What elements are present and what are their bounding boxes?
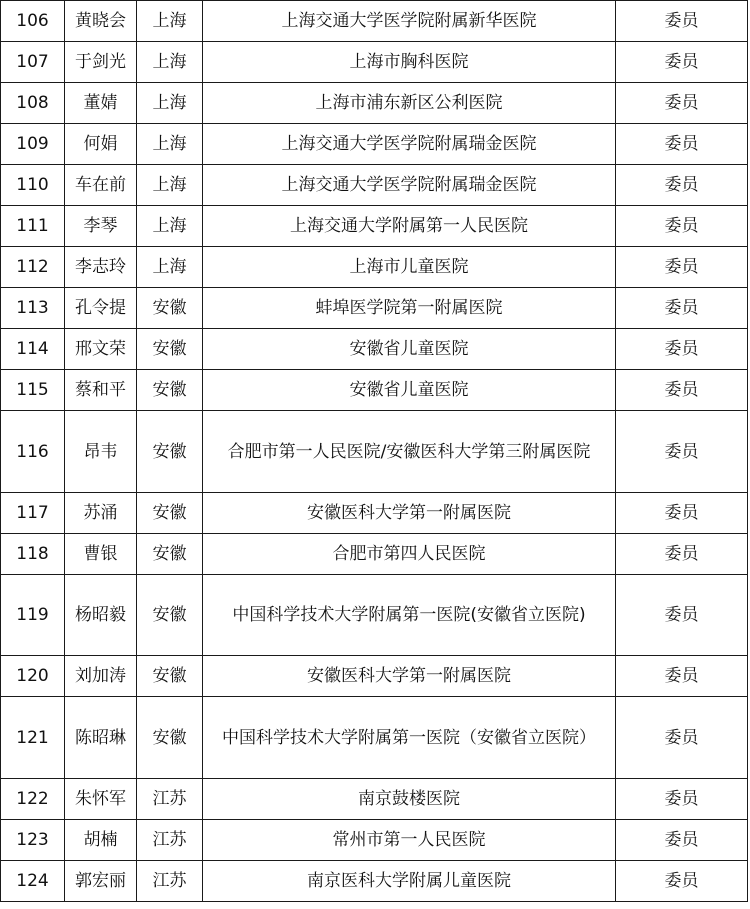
hospital: 上海交通大学医学院附属新华医院: [203, 1, 616, 42]
row-number: 107: [1, 42, 65, 83]
member-name: 蔡和平: [65, 370, 137, 411]
role: 委员: [616, 370, 748, 411]
row-number: 121: [1, 697, 65, 779]
member-name: 董婧: [65, 83, 137, 124]
member-name: 郭宏丽: [65, 861, 137, 902]
table-row: [1, 493, 748, 534]
hospital: 南京鼓楼医院: [203, 779, 616, 820]
table-row: [1, 779, 748, 820]
table-row: [1, 575, 748, 656]
member-name: 朱怀军: [65, 779, 137, 820]
member-name: 李琴: [65, 206, 137, 247]
hospital: 上海交通大学附属第一人民医院: [203, 206, 616, 247]
table-row: [1, 288, 748, 329]
hospital: 上海交通大学医学院附属瑞金医院: [203, 165, 616, 206]
member-name: 陈昭琳: [65, 697, 137, 779]
table-row: [1, 370, 748, 411]
member-name: 黄晓会: [65, 1, 137, 42]
role: 委员: [616, 493, 748, 534]
hospital: 上海市胸科医院: [203, 42, 616, 83]
row-number: 111: [1, 206, 65, 247]
table-row: [1, 411, 748, 493]
hospital: 常州市第一人民医院: [203, 820, 616, 861]
row-number: 124: [1, 861, 65, 902]
row-number: 106: [1, 1, 65, 42]
province: 安徽: [137, 329, 203, 370]
table-row: [1, 206, 748, 247]
member-name: 杨昭毅: [65, 575, 137, 656]
table-row: [1, 1, 748, 42]
province: 江苏: [137, 779, 203, 820]
row-number: 114: [1, 329, 65, 370]
member-name: 孔令提: [65, 288, 137, 329]
province: 上海: [137, 247, 203, 288]
hospital: 蚌埠医学院第一附属医院: [203, 288, 616, 329]
role: 委员: [616, 83, 748, 124]
table-row: [1, 820, 748, 861]
table-body: [1, 1, 748, 902]
hospital: 上海市儿童医院: [203, 247, 616, 288]
table-row: [1, 534, 748, 575]
hospital: 中国科学技术大学附属第一医院（安徽省立医院）: [203, 697, 616, 779]
hospital: 安徽省儿童医院: [203, 329, 616, 370]
role: 委员: [616, 534, 748, 575]
hospital: 安徽医科大学第一附属医院: [203, 493, 616, 534]
member-name: 胡楠: [65, 820, 137, 861]
table-row: [1, 697, 748, 779]
role: 委员: [616, 329, 748, 370]
table-row: [1, 247, 748, 288]
province: 上海: [137, 165, 203, 206]
province: 安徽: [137, 534, 203, 575]
role: 委员: [616, 861, 748, 902]
role: 委员: [616, 1, 748, 42]
role: 委员: [616, 697, 748, 779]
table-row: [1, 124, 748, 165]
table-row: [1, 329, 748, 370]
role: 委员: [616, 820, 748, 861]
hospital: 上海市浦东新区公利医院: [203, 83, 616, 124]
hospital: 南京医科大学附属儿童医院: [203, 861, 616, 902]
province: 安徽: [137, 697, 203, 779]
table-row: [1, 42, 748, 83]
province: 上海: [137, 206, 203, 247]
province: 上海: [137, 124, 203, 165]
member-name: 邢文荣: [65, 329, 137, 370]
province: 江苏: [137, 820, 203, 861]
row-number: 109: [1, 124, 65, 165]
row-number: 122: [1, 779, 65, 820]
member-name: 刘加涛: [65, 656, 137, 697]
role: 委员: [616, 575, 748, 656]
table-row: [1, 656, 748, 697]
hospital: 合肥市第一人民医院/安徽医科大学第三附属医院: [203, 411, 616, 493]
member-name: 何娟: [65, 124, 137, 165]
role: 委员: [616, 124, 748, 165]
member-name: 于剑光: [65, 42, 137, 83]
province: 安徽: [137, 575, 203, 656]
row-number: 113: [1, 288, 65, 329]
row-number: 108: [1, 83, 65, 124]
row-number: 118: [1, 534, 65, 575]
member-name: 李志玲: [65, 247, 137, 288]
role: 委员: [616, 411, 748, 493]
row-number: 119: [1, 575, 65, 656]
province: 江苏: [137, 861, 203, 902]
province: 上海: [137, 1, 203, 42]
member-name: 昂韦: [65, 411, 137, 493]
hospital: 安徽医科大学第一附属医院: [203, 656, 616, 697]
member-name: 车在前: [65, 165, 137, 206]
role: 委员: [616, 206, 748, 247]
role: 委员: [616, 288, 748, 329]
province: 安徽: [137, 656, 203, 697]
province: 上海: [137, 42, 203, 83]
province: 安徽: [137, 411, 203, 493]
row-number: 123: [1, 820, 65, 861]
row-number: 115: [1, 370, 65, 411]
hospital: 安徽省儿童医院: [203, 370, 616, 411]
member-name: 曹银: [65, 534, 137, 575]
row-number: 110: [1, 165, 65, 206]
province: 安徽: [137, 288, 203, 329]
role: 委员: [616, 779, 748, 820]
role: 委员: [616, 165, 748, 206]
row-number: 112: [1, 247, 65, 288]
member-name: 苏涌: [65, 493, 137, 534]
province: 安徽: [137, 493, 203, 534]
role: 委员: [616, 247, 748, 288]
table-row: [1, 83, 748, 124]
hospital: 中国科学技术大学附属第一医院(安徽省立医院): [203, 575, 616, 656]
role: 委员: [616, 656, 748, 697]
hospital: 上海交通大学医学院附属瑞金医院: [203, 124, 616, 165]
role: 委员: [616, 42, 748, 83]
table-row: [1, 165, 748, 206]
row-number: 117: [1, 493, 65, 534]
table-row: [1, 861, 748, 902]
row-number: 116: [1, 411, 65, 493]
hospital: 合肥市第四人民医院: [203, 534, 616, 575]
province: 安徽: [137, 370, 203, 411]
row-number: 120: [1, 656, 65, 697]
province: 上海: [137, 83, 203, 124]
